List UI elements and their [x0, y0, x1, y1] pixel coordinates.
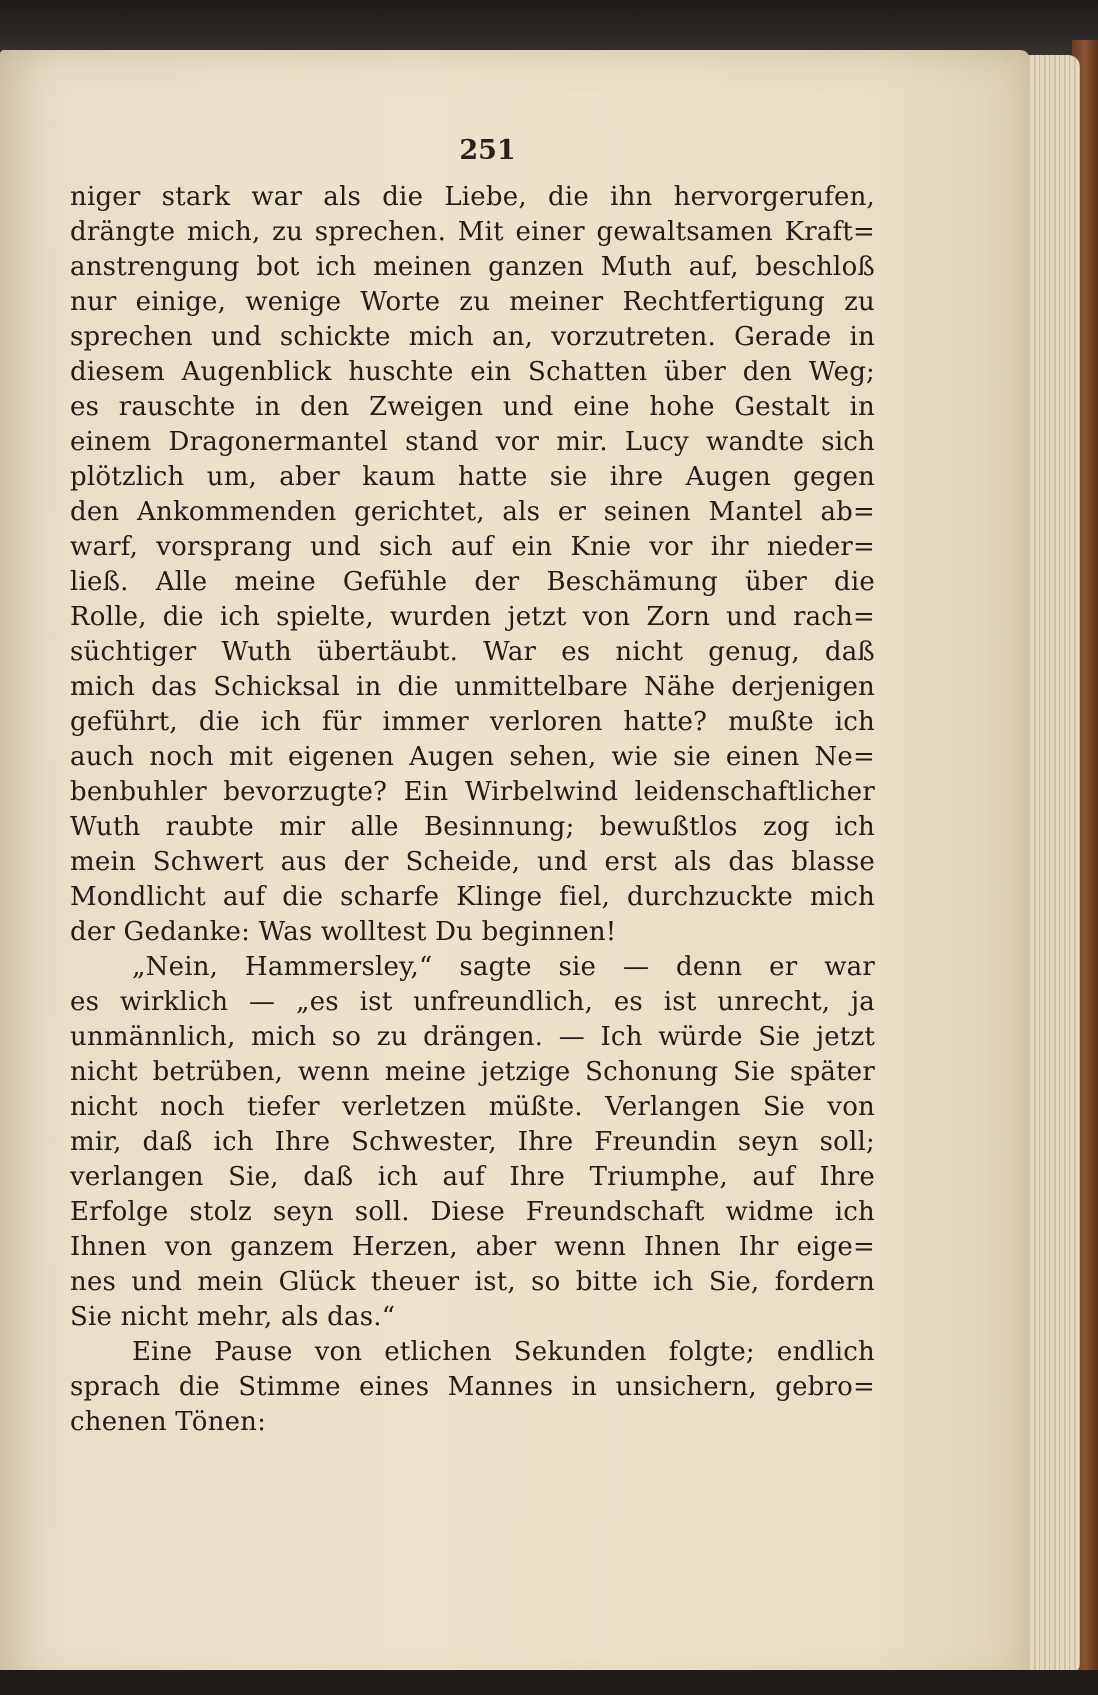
- text-line: warf, vorsprang und sich auf ein Knie vor ihr nieder=: [70, 532, 875, 562]
- text-line: unmännlich, mich so zu drängen. — Ich würde Sie jetzt: [70, 1022, 875, 1052]
- text-line: ließ. Alle meine Gefühle der Beschämung über die: [70, 567, 875, 597]
- text-line: mich das Schicksal in die unmittelbare Nähe derjenigen: [70, 672, 875, 702]
- text-line: nes und mein Glück theuer ist, so bitte ich Sie, fordern: [70, 1267, 875, 1297]
- text-line: diesem Augenblick huschte ein Schatten über den Weg;: [70, 357, 875, 387]
- text-line: süchtiger Wuth übertäubt. War es nicht genug, daß: [70, 637, 875, 667]
- text-line: der Gedanke: Was wolltest Du beginnen!: [70, 917, 617, 947]
- text-line: Mondlicht auf die scharfe Klinge fiel, durchzuckte mich: [70, 882, 875, 912]
- text-line: benbuhler bevorzugte? Ein Wirbelwind leidenschaftlicher: [70, 777, 875, 807]
- text-line: nicht betrüben, wenn meine jetzige Schonung Sie später: [70, 1057, 875, 1087]
- text-line: es rauschte in den Zweigen und eine hohe Gestalt in: [70, 392, 875, 422]
- text-line: mein Schwert aus der Scheide, und erst als das blasse: [70, 847, 875, 877]
- text-line: Rolle, die ich spielte, wurden jetzt von Zorn und rach=: [70, 602, 875, 632]
- text-line: auch noch mit eigenen Augen sehen, wie sie einen Ne=: [70, 742, 875, 772]
- text-line: anstrengung bot ich meinen ganzen Muth auf, beschloß: [70, 252, 875, 282]
- text-line: Eine Pause von etlichen Sekunden folgte; endlich: [132, 1337, 875, 1367]
- text-line: mir, daß ich Ihre Schwester, Ihre Freundin seyn soll;: [70, 1127, 875, 1157]
- text-line: verlangen Sie, daß ich auf Ihre Triumphe, auf Ihre: [70, 1162, 875, 1192]
- text-line: „Nein, Hammersley,“ sagte sie — denn er war: [132, 952, 875, 982]
- bottom-shadow: [0, 1670, 1098, 1695]
- text-line: einem Dragonermantel stand vor mir. Lucy wandte sich: [70, 427, 875, 457]
- text-line: drängte mich, zu sprechen. Mit einer gewaltsamen Kraft=: [70, 217, 875, 247]
- text-line: sprechen und schickte mich an, vorzutreten. Gerade in: [70, 322, 875, 352]
- page-number: 251: [459, 135, 516, 166]
- text-line: Erfolge stolz seyn soll. Diese Freundschaft widme ich: [70, 1197, 875, 1227]
- text-line: nicht noch tiefer verletzen müßte. Verlangen Sie von: [70, 1092, 875, 1122]
- text-line: den Ankommenden gerichtet, als er seinen Mantel ab=: [70, 497, 875, 527]
- text-line: es wirklich — „es ist unfreundlich, es ist unrecht, ja: [70, 987, 875, 1017]
- text-line: geführt, die ich für immer verloren hatte? mußte ich: [70, 707, 875, 737]
- text-line: plötzlich um, aber kaum hatte sie ihre Augen gegen: [70, 462, 875, 492]
- text-line: Wuth raubte mir alle Besinnung; bewußtlos zog ich: [70, 812, 875, 842]
- text-line: Sie nicht mehr, als das.“: [70, 1302, 396, 1332]
- text-line: niger stark war als die Liebe, die ihn hervorgerufen,: [70, 182, 875, 212]
- text-line: nur einige, wenige Worte zu meiner Rechtfertigung zu: [70, 287, 875, 317]
- text-line: sprach die Stimme eines Mannes in unsichern, gebro=: [70, 1372, 875, 1402]
- text-line: chenen Tönen:: [70, 1407, 267, 1437]
- page-text: [70, 180, 875, 1440]
- text-line: Ihnen von ganzem Herzen, aber wenn Ihnen Ihr eige=: [70, 1232, 875, 1262]
